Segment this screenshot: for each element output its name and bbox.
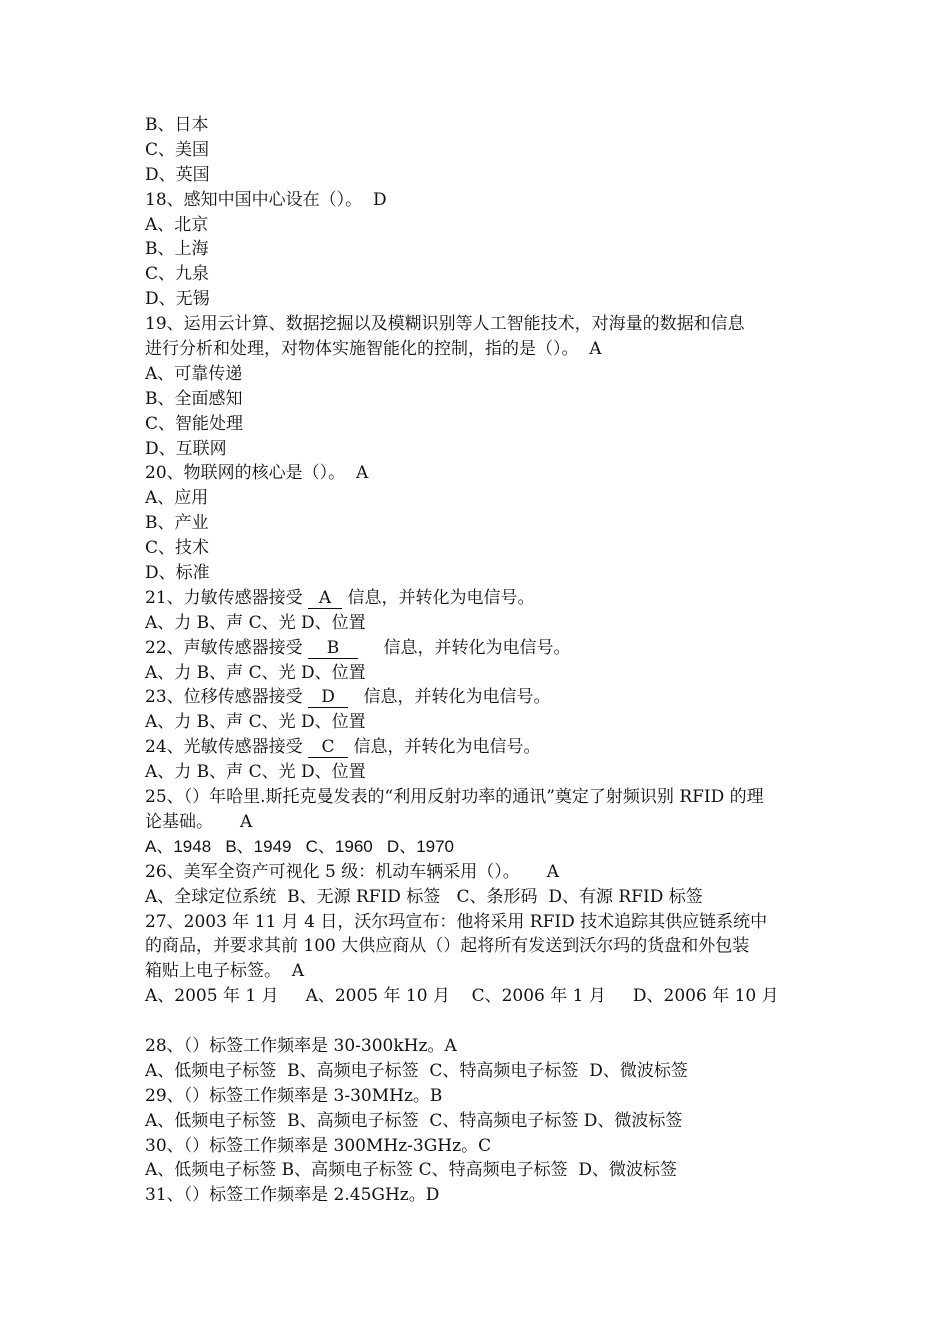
option-line: B、全面感知 bbox=[145, 388, 243, 409]
option-line: B、日本 bbox=[145, 115, 209, 135]
option-line: A、北京 bbox=[145, 214, 209, 235]
question-19-line-2: 进行分析和处理，对物体实施智能化的控制，指的是（）。 A bbox=[145, 339, 602, 360]
question-25-line-2: 论基础。 A bbox=[145, 811, 253, 832]
document-page bbox=[145, 113, 815, 1208]
question-19-line-1: 19、运用云计算、数据挖掘以及模糊识别等人工智能技术，对海量的数据和信息 bbox=[145, 314, 745, 335]
option-line: D、标准 bbox=[145, 563, 210, 584]
question-27-line-3: 箱贴上电子标签。 A bbox=[145, 961, 305, 982]
option-line: A、应用 bbox=[145, 488, 209, 509]
question-26: 26、美军全资产可视化 5 级：机动车辆采用（）。 A bbox=[145, 861, 560, 882]
question-text: 信息，并转化为电信号。 bbox=[358, 687, 551, 708]
question-text: 信息，并转化为电信号。 bbox=[348, 737, 541, 758]
question-text: 信息，并转化为电信号。 bbox=[378, 637, 571, 658]
options-26: A、全球定位系统 B、无源 RFID 标签 C、条形码 D、有源 RFID 标签 bbox=[145, 886, 703, 907]
options-24: A、力 B、声 C、光 D、位置 bbox=[145, 762, 366, 783]
question-text: 21、力敏传感器接受 bbox=[145, 587, 309, 608]
question-28: 28、（）标签工作频率是 30-300kHz。A bbox=[145, 1035, 457, 1056]
option-line: B、产业 bbox=[145, 513, 209, 534]
question-text: 24、光敏传感器接受 bbox=[145, 737, 309, 758]
option-line: B、上海 bbox=[145, 239, 209, 260]
options-21: A、力 B、声 C、光 D、位置 bbox=[145, 612, 366, 633]
question-21 bbox=[145, 586, 815, 611]
question-25-line-1: 25、（）年哈里.斯托克曼发表的“利用反射功率的通讯”奠定了射频识别 RFID 的理 bbox=[145, 787, 764, 808]
question-text: 信息，并转化为电信号。 bbox=[342, 587, 535, 608]
question-text: 22、声敏传感器接受 bbox=[145, 637, 309, 658]
option-line: D、互联网 bbox=[145, 438, 227, 459]
option-line: D、无锡 bbox=[145, 289, 210, 310]
options-25: A、1948 B、1949 C、1960 D、1970 bbox=[145, 836, 455, 856]
options-30: A、低频电子标签 B、高频电子标签 C、特高频电子标签 D、微波标签 bbox=[145, 1160, 678, 1181]
option-line: C、技术 bbox=[145, 538, 210, 559]
question-27-line-2: 的商品，并要求其前 100 大供应商从（）起将所有发送到沃尔玛的货盘和外包装 bbox=[145, 936, 750, 957]
question-22 bbox=[145, 636, 815, 661]
option-line: C、美国 bbox=[145, 139, 210, 160]
question-18: 18、感知中国中心设在（）。 D bbox=[145, 189, 387, 210]
answer-blank: D bbox=[308, 687, 348, 708]
question-text: 23、位移传感器接受 bbox=[145, 687, 309, 708]
answer-blank: B bbox=[308, 638, 358, 659]
question-27-line-1: 27、2003 年 11 月 4 日，沃尔玛宣布：他将采用 RFID 技术追踪其供应链系统中 bbox=[145, 911, 768, 932]
question-30: 30、（）标签工作频率是 300MHz-3GHz。C bbox=[145, 1135, 492, 1156]
question-23 bbox=[145, 685, 815, 710]
blank-line bbox=[145, 1009, 815, 1034]
option-line: C、智能处理 bbox=[145, 413, 244, 434]
options-27: A、2005 年 1 月 A、2005 年 10 月 C、2006 年 1 月 D、2006 年 10 月 bbox=[145, 986, 779, 1007]
options-23: A、力 B、声 C、光 D、位置 bbox=[145, 712, 366, 733]
question-24 bbox=[145, 735, 815, 760]
question-31: 31、（）标签工作频率是 2.45GHz。D bbox=[145, 1185, 440, 1206]
option-line: C、九泉 bbox=[145, 264, 210, 285]
options-22: A、力 B、声 C、光 D、位置 bbox=[145, 662, 366, 683]
option-line: A、可靠传递 bbox=[145, 363, 243, 384]
options-28: A、低频电子标签 B、高频电子标签 C、特高频电子标签 D、微波标签 bbox=[145, 1060, 688, 1081]
question-29: 29、（）标签工作频率是 3-30MHz。B bbox=[145, 1085, 443, 1106]
answer-blank: C bbox=[308, 737, 348, 758]
question-20: 20、物联网的核心是（）。 A bbox=[145, 463, 369, 484]
option-line: D、英国 bbox=[145, 164, 210, 185]
answer-blank: A bbox=[308, 588, 342, 609]
options-29: A、低频电子标签 B、高频电子标签 C、特高频电子标签 D、微波标签 bbox=[145, 1110, 683, 1131]
